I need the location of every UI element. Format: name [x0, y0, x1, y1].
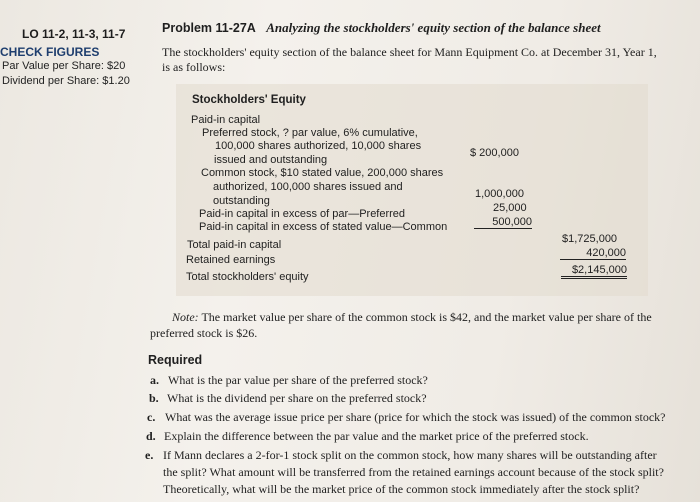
- preferred-stock-amount: $ 200,000: [470, 147, 519, 159]
- sidebar: [0, 0, 150, 502]
- note-line: [172, 310, 652, 325]
- question-e: [145, 448, 657, 463]
- question-d: [146, 429, 589, 444]
- problem-title: [162, 20, 601, 36]
- common-stock-amount: 1,000,000: [475, 188, 524, 200]
- question-a: [150, 373, 428, 388]
- question-letter: d.: [146, 429, 156, 443]
- table-heading: Stockholders' Equity: [192, 94, 306, 106]
- question-c: [147, 410, 665, 425]
- question-e-continued: the split? What amount will be transferred from the retained earnings account because of the stock split?: [163, 465, 664, 479]
- total-equity-amount: $2,145,000: [561, 264, 627, 279]
- common-stock-line: authorized, 100,000 shares issued and: [213, 181, 403, 193]
- preferred-stock-line: Preferred stock, ? par value, 6% cumulative,: [202, 127, 418, 139]
- learning-objectives: LO 11-2, 11-3, 11-7: [22, 27, 126, 41]
- common-stock-line: Common stock, $10 stated value, 200,000 shares: [201, 167, 444, 179]
- preferred-stock-line: issued and outstanding: [214, 154, 328, 166]
- intro-line: The stockholders' equity section of the balance sheet for Mann Equipment Co. at December 31, Year 1,: [162, 45, 657, 59]
- check-figure-dividend: Dividend per Share: $1.20: [2, 75, 130, 87]
- check-figure-par-value: Par Value per Share: $20: [2, 60, 126, 72]
- required-heading: Required: [148, 353, 203, 367]
- total-paid-in-label: Total paid-in capital: [187, 239, 282, 251]
- note-text: The market value per share of the common stock is $42, and the market value per share of the: [201, 310, 652, 324]
- pic-common-label: Paid-in capital in excess of stated value—Common: [199, 221, 448, 233]
- question-e-continued: Theoretically, what will be the market price of the common stock immediately after the stock split?: [163, 482, 640, 496]
- question-text: What is the dividend per share on the preferred stock?: [167, 391, 427, 405]
- paid-in-capital-label: Paid-in capital: [191, 114, 261, 126]
- question-text: Explain the difference between the par value and the market price of the preferred stock.: [164, 429, 589, 443]
- question-text: If Mann declares a 2-for-1 stock split on the common stock, how many shares will be outstanding after: [163, 448, 657, 462]
- retained-earnings-amount: 420,000: [560, 247, 626, 260]
- pic-preferred-amount: 25,000: [493, 202, 527, 214]
- common-stock-line: outstanding: [213, 195, 270, 207]
- retained-earnings-label: Retained earnings: [186, 254, 276, 266]
- pic-preferred-label: Paid-in capital in excess of par—Preferred: [199, 208, 406, 220]
- note-line-2: preferred stock is $26.: [150, 326, 258, 340]
- pic-common-amount: 500,000: [474, 216, 532, 229]
- preferred-stock-line: 100,000 shares authorized, 10,000 shares: [215, 140, 422, 152]
- question-letter: a.: [150, 373, 159, 387]
- total-equity-label: Total stockholders' equity: [186, 271, 309, 283]
- check-figures-heading: CHECK FIGURES: [0, 45, 100, 59]
- intro-line: is as follows:: [162, 60, 226, 74]
- question-letter: c.: [147, 410, 156, 424]
- question-b: [149, 391, 427, 406]
- problem-number: Problem 11-27A: [162, 21, 256, 35]
- question-text: What was the average issue price per share (price for which the stock was issued) of the common stock?: [165, 410, 666, 424]
- note-label: Note:: [172, 310, 199, 324]
- total-paid-in-amount: $1,725,000: [562, 233, 618, 245]
- question-text: What is the par value per share of the preferred stock?: [168, 373, 428, 387]
- question-letter: b.: [149, 391, 159, 405]
- question-letter: e.: [145, 448, 154, 462]
- problem-heading: Analyzing the stockholders' equity section of the balance sheet: [266, 20, 601, 35]
